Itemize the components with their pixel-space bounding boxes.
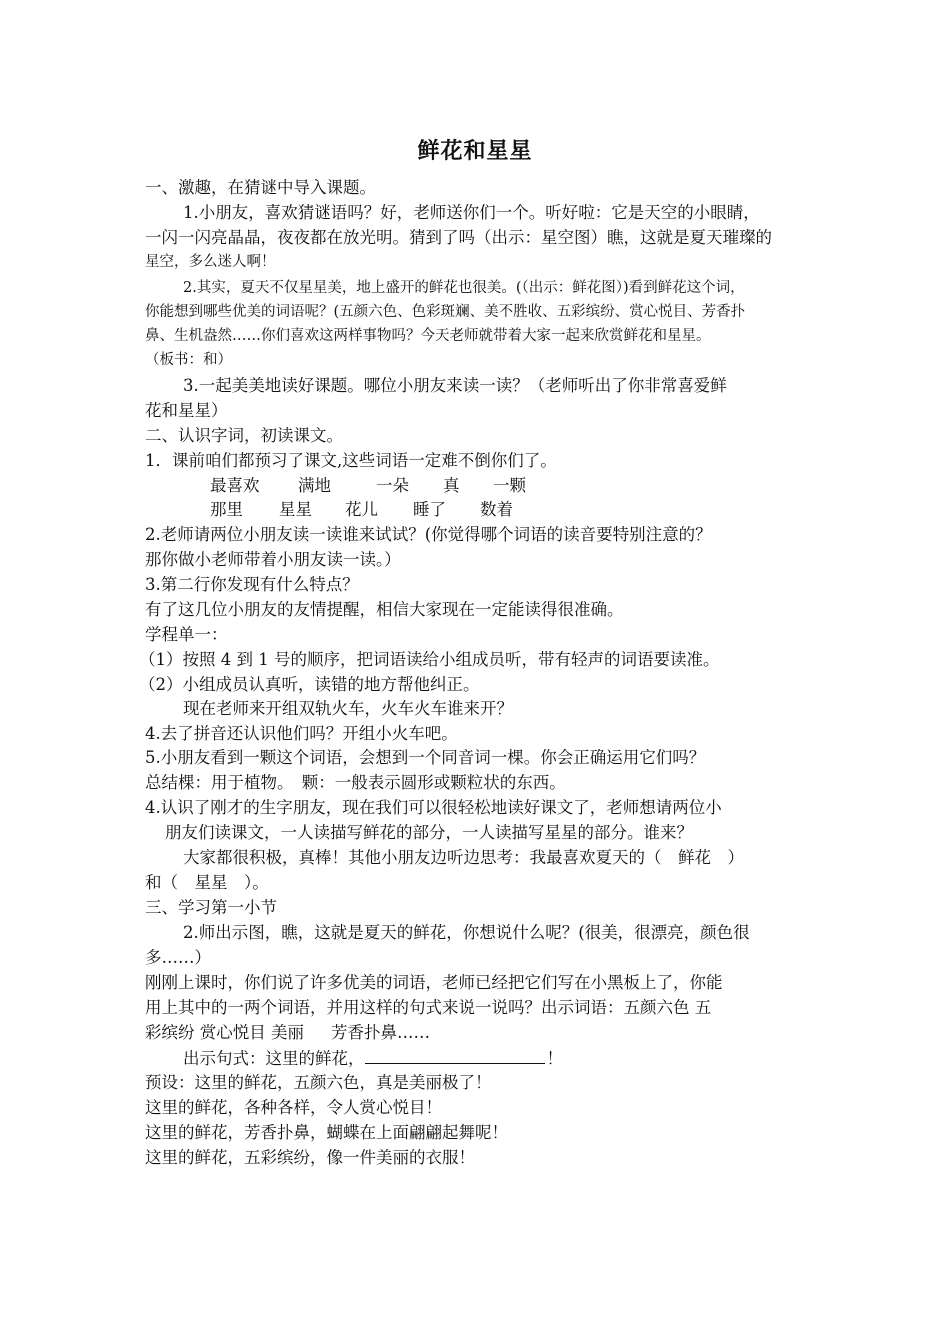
vocab-word: 最喜欢	[210, 476, 260, 495]
paragraph-line: 彩缤纷 赏心悦目 美丽 芳香扑鼻……	[145, 1023, 430, 1042]
section-heading-3: 三、学习第一小节	[145, 898, 277, 917]
vocab-word: 一朵	[376, 476, 409, 495]
paragraph-line: 3.第二行你发现有什么特点？	[145, 575, 359, 594]
vocab-word: 那里	[210, 500, 243, 519]
example-line: 这里的鲜花，五彩缤纷，像一件美丽的衣服！	[145, 1148, 475, 1167]
paragraph-line: 用上其中的一两个词语，并用这样的句式来说一说吗？出示词语：五颜六色 五	[145, 998, 712, 1017]
section-heading-2: 二、认识字词，初读课文。	[145, 426, 343, 445]
example-line: 这里的鲜花，芳香扑鼻，蝴蝶在上面翩翩起舞呢！	[145, 1123, 508, 1142]
paragraph-line: 刚刚上课时，你们说了许多优美的词语，老师已经把它们写在小黑板上了，你能	[145, 973, 723, 992]
paragraph-line: 2.老师请两位小朋友读一读谁来试试？(你觉得哪个词语的读音要特别注意的？	[145, 525, 712, 544]
pattern-end: ！	[546, 1049, 563, 1068]
vocab-word: 花儿	[345, 500, 378, 519]
paragraph-line: 总结棵：用于植物。 颗：一般表示圆形或颗粒状的东西。	[145, 773, 566, 792]
worksheet-item: （1）按照 4 到 1 号的顺序，把词语读给小组成员听，带有轻声的词语要读准。	[139, 650, 720, 669]
paragraph-line: 那你做小老师带着小朋友读一读。）	[145, 550, 401, 569]
vocab-word: 满地	[298, 476, 331, 495]
pattern-label: 出示句式：这里的鲜花，	[183, 1049, 365, 1068]
sentence-pattern	[183, 1046, 563, 1071]
paragraph-line: 你能想到哪些优美的词语呢？(五颜六色、色彩斑斓、美不胜收、五彩缤纷、赏心悦目、芳香扑	[145, 304, 746, 320]
worksheet-heading: 学程单一：	[145, 625, 228, 644]
paragraph-line: 1．课前咱们都预习了课文,这些词语一定难不倒你们了。	[145, 451, 557, 470]
paragraph-line: 鼻、生机盎然……你们喜欢这两样事物吗？今天老师就带着大家一起来欣赏鲜花和星星。	[145, 328, 711, 344]
worksheet-item: （2）小组成员认真听，读错的地方帮他纠正。	[139, 675, 480, 694]
paragraph-line: （板书：和）	[145, 352, 232, 368]
paragraph-line: 有了这几位小朋友的友情提醒，相信大家现在一定能读得很准确。	[145, 600, 624, 619]
section-heading-1: 一、激趣，在猜谜中导入课题。	[145, 178, 376, 197]
paragraph-line: 1.小朋友，喜欢猜谜语吗？好，老师送你们一个。听好啦：它是天空的小眼睛，	[183, 203, 760, 222]
paragraph-line: 3.一起美美地读好课题。哪位小朋友来读一读？（老师听出了你非常喜爱鲜	[183, 376, 727, 395]
paragraph-line: 大家都很积极，真棒！其他小朋友边听边思考：我最喜欢夏天的（ 鲜花 ）	[183, 848, 744, 867]
paragraph-line: 朋友们读课文，一人读描写鲜花的部分，一人读描写星星的部分。谁来？	[165, 823, 693, 842]
vocab-word: 一颗	[493, 476, 526, 495]
paragraph-line: 花和星星）	[145, 401, 228, 420]
paragraph-line: 一闪一闪亮晶晶，夜夜都在放光明。猜到了吗（出示：星空图）瞧，这就是夏天璀璨的	[145, 228, 772, 247]
fill-blank	[365, 1046, 545, 1064]
paragraph-line: 和（ 星星 ）。	[145, 873, 269, 892]
paragraph-line: 2.师出示图，瞧，这就是夏天的鲜花，你想说什么呢？(很美，很漂亮，颜色很	[183, 923, 750, 942]
paragraph-line: 现在老师来开组双轨火车，火车火车谁来开？	[183, 699, 513, 718]
vocab-word: 真	[443, 476, 460, 495]
vocab-word: 星星	[279, 500, 312, 519]
paragraph-line: 5.小朋友看到一颗这个词语，会想到一个同音词一棵。你会正确运用它们吗？	[145, 748, 706, 767]
page-title: 鲜花和星星	[417, 139, 533, 164]
vocab-word: 睡了	[413, 500, 446, 519]
vocab-word: 数着	[480, 500, 513, 519]
example-line: 预设：这里的鲜花，五颜六色，真是美丽极了！	[145, 1073, 492, 1092]
paragraph-line: 4.认识了刚才的生字朋友，现在我们可以很轻松地读好课文了，老师想请两位小	[145, 798, 722, 817]
paragraph-line: 4.去了拼音还认识他们吗？开组小火车吧。	[145, 724, 458, 743]
paragraph-line: 2.其实，夏天不仅星星美，地上盛开的鲜花也很美。(（出示：鲜花图）)看到鲜花这个词，	[183, 280, 745, 296]
paragraph-line: 多……）	[145, 948, 211, 967]
example-line: 这里的鲜花，各种各样，令人赏心悦目！	[145, 1098, 442, 1117]
paragraph-line: 星空，多么迷人啊！	[145, 254, 276, 270]
